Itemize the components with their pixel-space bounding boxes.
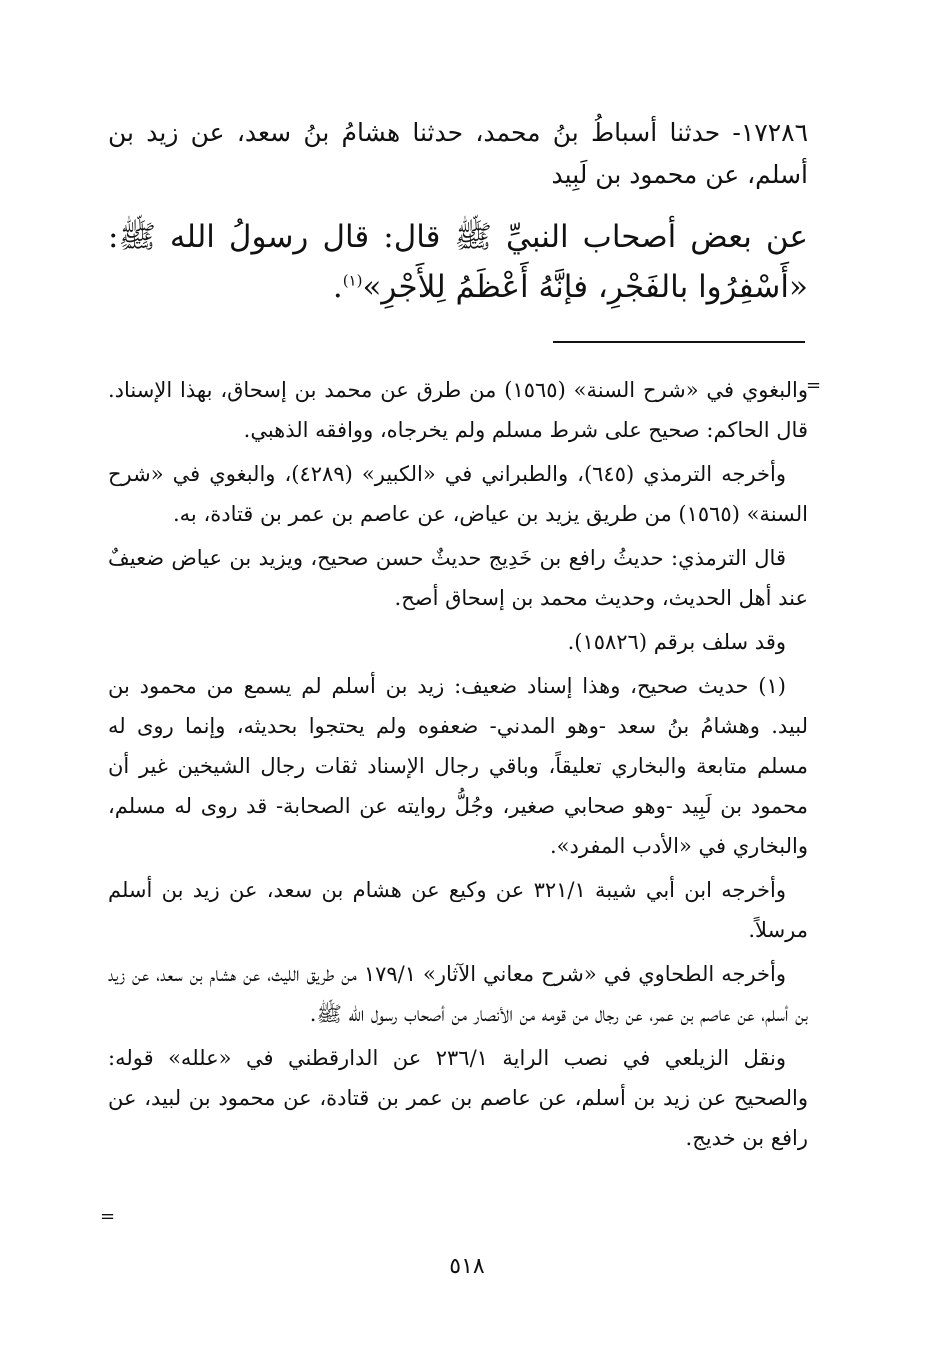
footnote-paragraph: قال الترمذي: حديثُ رافع بن خَدِيج حديثٌ حسن صحيح، ويزيد بن عياض ضعيفٌ عند أهل الحديث، وحديث محمد بن إسحاق أصح. (108, 546, 808, 610)
continuation-mark-top: = (806, 375, 822, 396)
footnote-paragraph: وأخرجه ابن أبي شيبة ٣٢١/١ عن وكيع عن هشام بن سعد، عن زيد بن أسلم مرسلاً. (108, 878, 808, 942)
footnote-paragraph: وأخرجه الطحاوي في «شرح معاني الآثار» ١٧٩/١ من طريق الليث، عن هشام بن سعد، عن زيد بن أسلم، عن عاصم بن عمر، عن رجال من قومه من الأنصار من أصحاب رسول الله ﷺ. (108, 962, 808, 1026)
hadith-isnad (108, 112, 808, 196)
footnote-paragraph: وأخرجه الترمذي (٦٤٥)، والطبراني في «الكبير» (٤٢٨٩)، والبغوي في «شرح السنة» (١٥٦٥) من طريق يزيد بن عياض، عن عاصم بن عمر بن قتادة، به. (108, 462, 808, 526)
footnotes (108, 370, 808, 1162)
hadith-matn: عن بعض أصحاب النبيِّ ﷺ قال: قال رسولُ الله ﷺ: «أَسْفِرُوا بالفَجْرِ، فإنَّهُ أَعْظَمُ لِلأَجْرِ»$^{(١)}$. (108, 219, 808, 305)
hadith-matn-text: عن بعض أصحاب النبيِّ ﷺ قال: قال رسولُ الله ﷺ: «أَسْفِرُوا بالفَجْرِ، فإنَّهُ أَعْظَمُ لِلأَجْرِ» (108, 219, 808, 305)
footnote-paragraph: ونقل الزيلعي في نصب الراية ٢٣٦/١ عن الدارقطني في «علله» قوله: والصحيح عن زيد بن أسلم، عن عاصم بن عمر بن قتادة، عن محمود بن لبيد، عن رافع بن خديج. (108, 1046, 808, 1150)
page-number: ٥١٨ (449, 1254, 485, 1279)
footnote-paragraph: (١) حديث صحيح، وهذا إسناد ضعيف: زيد بن أسلم لم يسمع من محمود بن لبيد. وهشامُ بنُ سعد -وهو المدني- ضعفوه ولم يحتجوا بحديثه، وإنما روى له مسلم متابعة والبخاري تعليقاً، وباقي رجال الإسناد ثقات رجال الشيخين غير أن محمود بن لَبِيد -وهو صحابي صغير، وجُلُّ روايته عن الصحابة- قد روى له مسلم، والبخاري في «الأدب المفرد». (108, 674, 808, 858)
continuation-mark-bottom: = (100, 1206, 116, 1227)
footnote-separator (553, 341, 805, 343)
footnote-paragraph: والبغوي في «شرح السنة» (١٥٦٥) من طرق عن محمد بن إسحاق، بهذا الإسناد. قال الحاكم: صحيح على شرط مسلم ولم يخرجاه، ووافقه الذهبي. (108, 378, 808, 442)
hadith-isnad-text: ١٧٢٨٦- حدثنا أسباطُ بنُ محمد، حدثنا هشامُ بنُ سعد، عن زيد بن أسلم، عن محمود بن لَبِيد (108, 118, 808, 189)
footnote-reference: (١) (342, 271, 363, 290)
footnote-paragraph: وقد سلف برقم (١٥٨٢٦). (567, 630, 786, 654)
